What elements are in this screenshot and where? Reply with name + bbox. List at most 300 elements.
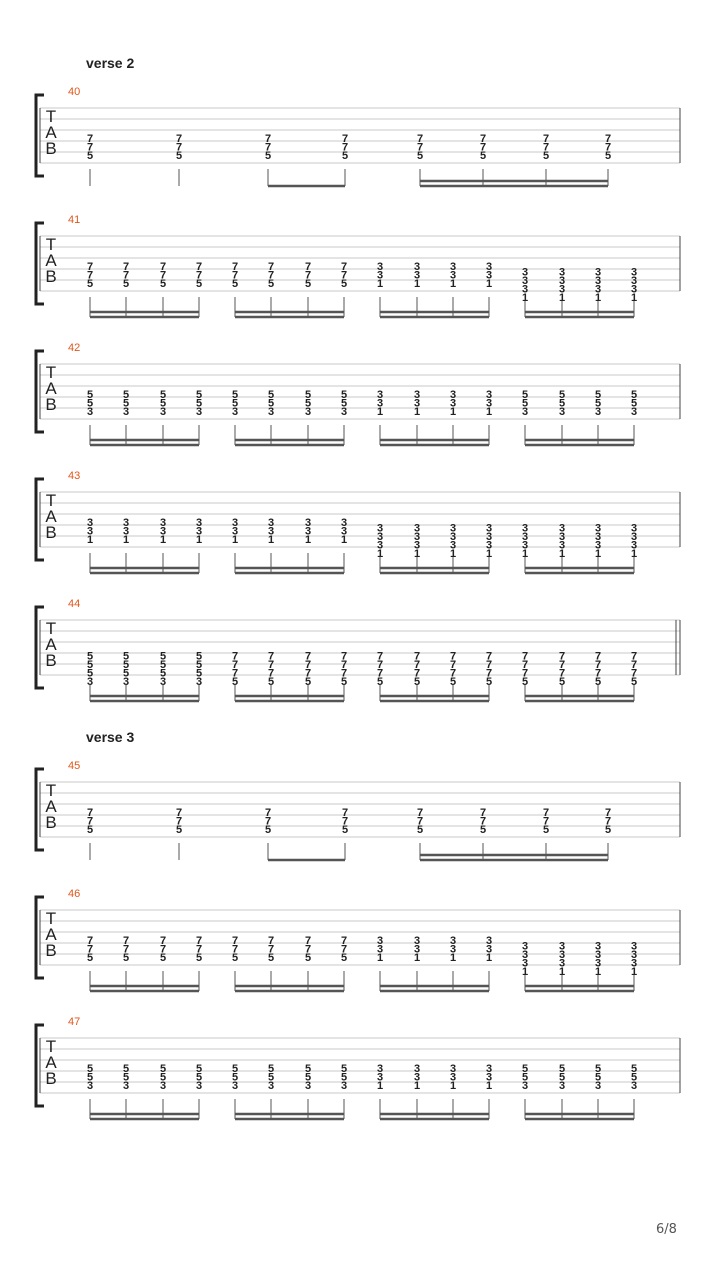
tab-clef-letter: A [45,635,57,654]
tab-clef-letter: T [45,107,57,126]
fret-number: 7 [521,650,529,663]
fret-number: 5 [558,389,566,401]
fret-number: 5 [122,1071,130,1084]
fret-number: 5 [304,1071,312,1084]
fret-number: 3 [376,1071,384,1084]
fret-number: 3 [449,943,457,956]
fret-number: 7 [376,659,384,672]
fret-number: 5 [479,150,487,163]
fret-number: 1 [521,966,529,979]
fret-number: 5 [86,389,94,401]
fret-number: 5 [340,952,348,965]
fret-number: 1 [86,534,94,547]
fret-number: 3 [485,935,493,947]
fret-number: 5 [86,397,94,410]
fret-number: 3 [376,1063,384,1075]
measure-number: 43 [68,470,81,482]
fret-number: 1 [413,406,421,419]
fret-number: 1 [521,292,529,305]
fret-number: 5 [195,952,203,965]
fret-number: 7 [231,943,239,956]
fret-number: 3 [630,531,638,544]
fret-number: 7 [376,650,384,663]
fret-number: 5 [159,389,167,401]
fret-number: 1 [376,952,384,965]
fret-number: 5 [542,824,550,837]
fret-number: 5 [267,389,275,401]
fret-number: 7 [416,807,424,819]
fret-number: 5 [340,278,348,291]
fret-number: 5 [195,1063,203,1075]
fret-number: 7 [449,659,457,672]
fret-number: 7 [86,943,94,956]
fret-number: 3 [594,275,602,288]
fret-number: 5 [521,397,529,410]
fret-number: 3 [376,943,384,956]
fret-number: 7 [376,667,384,680]
fret-number: 5 [231,1071,239,1084]
fret-number: 5 [304,397,312,410]
fret-number: 3 [449,1071,457,1084]
fret-number: 5 [267,1063,275,1075]
measure-number: 40 [68,86,81,98]
fret-number: 5 [159,659,167,672]
fret-number: 5 [86,952,94,965]
fret-number: 7 [479,815,487,828]
fret-number: 5 [195,278,203,291]
tab-clef-letter: B [45,139,57,158]
fret-number: 5 [604,150,612,163]
fret-number: 7 [542,815,550,828]
fret-number: 7 [175,807,183,819]
fret-number: 3 [413,269,421,282]
fret-number: 5 [630,676,638,689]
fret-number: 3 [340,525,348,538]
fret-number: 1 [413,548,421,561]
fret-number: 5 [231,952,239,965]
fret-number: 5 [195,397,203,410]
fret-number: 3 [521,522,529,535]
fret-number: 3 [630,275,638,288]
fret-number: 5 [416,824,424,837]
fret-number: 7 [479,807,487,819]
fret-number: 5 [231,389,239,401]
fret-number: 5 [521,389,529,401]
fret-number: 3 [413,389,421,401]
fret-number: 7 [341,133,349,145]
fret-number: 3 [231,406,239,419]
fret-number: 1 [630,548,638,561]
tab-clef-letter: A [45,1053,57,1072]
fret-number: 1 [485,1080,493,1093]
fret-number: 3 [413,943,421,956]
fret-number: 5 [122,278,130,291]
fret-number: 7 [542,141,550,154]
fret-number: 3 [630,283,638,296]
fret-number: 3 [195,406,203,419]
fret-number: 3 [485,269,493,282]
fret-number: 7 [159,935,167,947]
fret-number: 5 [159,650,167,663]
fret-number: 5 [304,676,312,689]
fret-number: 3 [558,531,566,544]
fret-number: 7 [175,815,183,828]
fret-number: 1 [521,548,529,561]
fret-number: 3 [594,531,602,544]
fret-number: 3 [159,517,167,529]
fret-number: 3 [630,957,638,970]
fret-number: 1 [449,952,457,965]
fret-number: 7 [86,269,94,282]
fret-number: 5 [122,650,130,663]
fret-number: 7 [485,667,493,680]
fret-number: 1 [449,278,457,291]
fret-number: 3 [521,1080,529,1093]
fret-number: 7 [521,659,529,672]
fret-number: 3 [376,522,384,535]
fret-number: 5 [558,397,566,410]
fret-number: 3 [558,940,566,953]
fret-number: 3 [630,406,638,419]
fret-number: 5 [86,650,94,663]
fret-number: 5 [341,824,349,837]
fret-number: 1 [122,534,130,547]
measure-number: 45 [68,760,81,772]
tab-clef-letter: B [45,813,57,832]
fret-number: 7 [86,807,94,819]
fret-number: 7 [231,667,239,680]
tab-clef-letter: A [45,251,57,270]
fret-number: 5 [231,1063,239,1075]
fret-number: 3 [558,283,566,296]
fret-number: 7 [485,650,493,663]
fret-number: 5 [630,389,638,401]
fret-number: 7 [416,133,424,145]
fret-number: 5 [521,1071,529,1084]
fret-number: 5 [122,389,130,401]
fret-number: 3 [558,406,566,419]
fret-number: 3 [521,531,529,544]
fret-number: 7 [86,133,94,145]
fret-number: 3 [267,525,275,538]
fret-number: 5 [86,667,94,680]
fret-number: 5 [267,397,275,410]
fret-number: 5 [340,1071,348,1084]
fret-number: 3 [594,539,602,552]
fret-number: 7 [558,667,566,680]
fret-number: 5 [159,1063,167,1075]
fret-number: 1 [485,406,493,419]
fret-number: 3 [485,261,493,273]
fret-number: 7 [231,261,239,273]
fret-number: 5 [231,278,239,291]
fret-number: 7 [304,261,312,273]
tab-clef-letter: T [45,619,57,638]
fret-number: 7 [195,269,203,282]
fret-number: 3 [376,261,384,273]
fret-number: 7 [231,269,239,282]
fret-number: 3 [159,525,167,538]
fret-number: 7 [630,659,638,672]
fret-number: 5 [630,1071,638,1084]
fret-number: 7 [630,650,638,663]
fret-number: 5 [558,676,566,689]
fret-number: 7 [594,650,602,663]
fret-number: 3 [376,389,384,401]
fret-number: 3 [86,525,94,538]
tab-clef-letter: T [45,491,57,510]
fret-number: 7 [304,269,312,282]
fret-number: 5 [304,1063,312,1075]
fret-number: 7 [195,261,203,273]
fret-number: 3 [630,522,638,535]
fret-number: 7 [264,133,272,145]
fret-number: 5 [594,397,602,410]
tab-clef-letter: A [45,797,57,816]
tab-clef-letter: B [45,523,57,542]
fret-number: 7 [604,815,612,828]
fret-number: 7 [267,261,275,273]
fret-number: 3 [376,539,384,552]
fret-number: 3 [413,539,421,552]
fret-number: 7 [479,141,487,154]
fret-number: 5 [195,1071,203,1084]
fret-number: 7 [231,650,239,663]
tab-clef-letter: T [45,781,57,800]
fret-number: 5 [594,676,602,689]
fret-number: 7 [449,650,457,663]
fret-number: 5 [594,389,602,401]
fret-number: 3 [630,1080,638,1093]
fret-number: 7 [413,667,421,680]
fret-number: 3 [485,943,493,956]
fret-number: 7 [231,935,239,947]
fret-number: 5 [195,650,203,663]
fret-number: 3 [630,539,638,552]
fret-number: 7 [122,261,130,273]
fret-number: 3 [86,517,94,529]
fret-number: 5 [449,676,457,689]
fret-number: 3 [558,949,566,962]
fret-number: 3 [86,406,94,419]
fret-number: 3 [630,940,638,953]
fret-number: 3 [159,1080,167,1093]
fret-number: 5 [521,676,529,689]
fret-number: 7 [159,269,167,282]
section-label-verse-3: verse 3 [86,729,135,745]
fret-number: 3 [521,266,529,279]
fret-number: 3 [195,525,203,538]
fret-number: 3 [449,261,457,273]
tab-clef-letter: B [45,267,57,286]
fret-number: 5 [304,952,312,965]
fret-number: 3 [413,1071,421,1084]
fret-number: 7 [264,141,272,154]
measure-number: 47 [68,1016,81,1028]
measure-number: 42 [68,342,81,354]
fret-number: 1 [304,534,312,547]
fret-number: 1 [630,292,638,305]
fret-number: 5 [542,150,550,163]
fret-number: 7 [340,659,348,672]
fret-number: 7 [267,659,275,672]
fret-number: 7 [485,659,493,672]
fret-number: 7 [86,935,94,947]
fret-number: 3 [159,676,167,689]
fret-number: 3 [558,275,566,288]
fret-number: 7 [341,141,349,154]
fret-number: 3 [122,676,130,689]
fret-number: 5 [341,150,349,163]
fret-number: 7 [86,141,94,154]
fret-number: 3 [122,1080,130,1093]
fret-number: 3 [413,261,421,273]
fret-number: 7 [267,667,275,680]
fret-number: 7 [340,650,348,663]
fret-number: 3 [630,949,638,962]
section-label-verse-2: verse 2 [86,55,135,71]
fret-number: 5 [86,824,94,837]
fret-number: 5 [267,278,275,291]
fret-number: 7 [304,935,312,947]
fret-number: 7 [264,807,272,819]
fret-number: 1 [376,548,384,561]
fret-number: 3 [594,406,602,419]
fret-number: 5 [86,659,94,672]
fret-number: 3 [558,266,566,279]
fret-number: 3 [558,522,566,535]
fret-number: 5 [594,1063,602,1075]
fret-number: 7 [264,815,272,828]
tab-clef-letter: T [45,1037,57,1056]
tab-clef-letter: B [45,395,57,414]
fret-number: 5 [122,397,130,410]
fret-number: 1 [376,406,384,419]
fret-number: 5 [340,676,348,689]
fret-number: 7 [604,807,612,819]
fret-number: 5 [231,397,239,410]
fret-number: 7 [175,133,183,145]
fret-number: 3 [521,957,529,970]
fret-number: 7 [340,269,348,282]
fret-number: 3 [449,531,457,544]
fret-number: 5 [340,1063,348,1075]
fret-number: 5 [195,659,203,672]
fret-number: 7 [558,650,566,663]
fret-number: 3 [558,957,566,970]
fret-number: 3 [521,940,529,953]
fret-number: 1 [376,278,384,291]
fret-number: 5 [195,389,203,401]
fret-number: 5 [86,150,94,163]
fret-number: 3 [304,406,312,419]
fret-number: 3 [449,389,457,401]
fret-number: 7 [630,667,638,680]
fret-number: 7 [304,667,312,680]
fret-number: 7 [340,943,348,956]
fret-number: 7 [341,815,349,828]
fret-number: 7 [413,659,421,672]
fret-number: 1 [413,278,421,291]
fret-number: 3 [413,397,421,410]
fret-number: 3 [413,522,421,535]
fret-number: 3 [340,406,348,419]
fret-number: 3 [485,539,493,552]
tab-clef-letter: A [45,925,57,944]
fret-number: 3 [376,397,384,410]
fret-number: 7 [558,659,566,672]
fret-number: 3 [304,1080,312,1093]
fret-number: 7 [122,269,130,282]
fret-number: 7 [86,261,94,273]
fret-number: 7 [594,667,602,680]
fret-number: 5 [267,676,275,689]
fret-number: 1 [558,548,566,561]
fret-number: 1 [594,548,602,561]
tab-clef-letter: T [45,363,57,382]
fret-number: 3 [122,406,130,419]
fret-number: 1 [231,534,239,547]
fret-number: 3 [485,522,493,535]
fret-number: 3 [231,517,239,529]
fret-number: 7 [267,943,275,956]
fret-number: 3 [594,949,602,962]
fret-number: 7 [159,943,167,956]
fret-number: 3 [122,525,130,538]
fret-number: 5 [86,278,94,291]
fret-number: 5 [558,1071,566,1084]
fret-number: 5 [122,659,130,672]
fret-number: 1 [630,966,638,979]
fret-number: 3 [413,1063,421,1075]
fret-number: 3 [485,1071,493,1084]
fret-number: 3 [594,522,602,535]
fret-number: 1 [449,1080,457,1093]
fret-number: 5 [630,1063,638,1075]
fret-number: 7 [86,815,94,828]
fret-number: 3 [159,406,167,419]
fret-number: 3 [449,1063,457,1075]
tab-clef-letter: B [45,1069,57,1088]
fret-number: 3 [594,940,602,953]
fret-number: 3 [594,1080,602,1093]
fret-number: 3 [267,517,275,529]
fret-number: 1 [413,1080,421,1093]
fret-number: 5 [340,389,348,401]
fret-number: 3 [376,935,384,947]
fret-number: 3 [86,676,94,689]
fret-number: 7 [604,133,612,145]
fret-number: 5 [159,1071,167,1084]
fret-number: 3 [231,1080,239,1093]
fret-number: 1 [449,406,457,419]
fret-number: 3 [521,283,529,296]
fret-number: 5 [485,676,493,689]
fret-number: 5 [175,150,183,163]
fret-number: 5 [376,676,384,689]
fret-number: 1 [267,534,275,547]
fret-number: 3 [558,1080,566,1093]
fret-number: 5 [304,278,312,291]
fret-number: 3 [340,1080,348,1093]
fret-number: 1 [376,1080,384,1093]
fret-number: 1 [195,534,203,547]
fret-number: 7 [122,935,130,947]
fret-number: 1 [558,292,566,305]
fret-number: 1 [340,534,348,547]
fret-number: 7 [159,261,167,273]
fret-number: 5 [413,676,421,689]
